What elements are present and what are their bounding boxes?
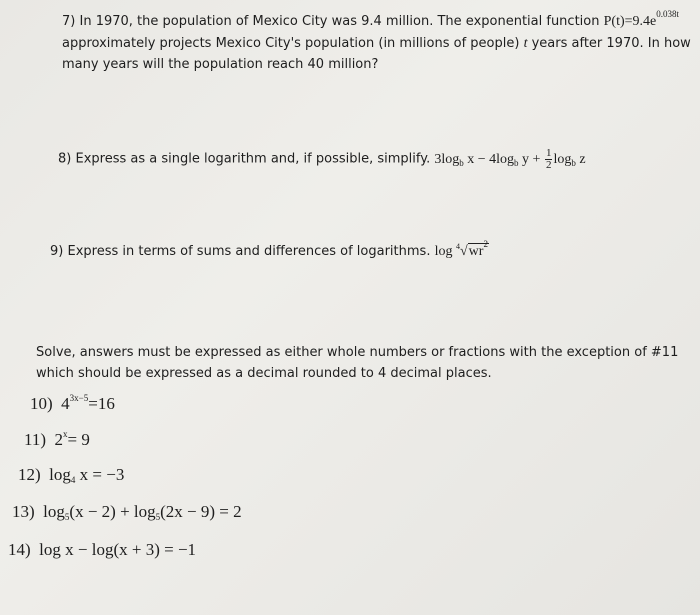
q9-number: 9) [50, 244, 64, 259]
q8-expression: $3\log_b$ $x - 4\log_b$ y + $\frac{1}{2}$ $\log_b z$ [434, 147, 586, 171]
problem-13: 13) log5(x − 2) + log5(2x − 9) = 2 [12, 502, 242, 522]
instructions-line1: Solve, answers must be expressed as either whole numbers or fractions with the exception of #11 [36, 345, 679, 360]
problem-11: 11) $2^x= 9$ [24, 429, 90, 449]
q7-line3: many years will the population reach 40 million? [62, 57, 379, 72]
q9-text: Express in terms of sums and differences of logarithms. [67, 244, 431, 259]
q8-text: Express as a single logarithm and, if possible, simplify. [75, 151, 431, 167]
radical-icon: $^4√wr^2$ [455, 239, 488, 259]
q7-function: $P(t)=9.4e^{0.038t}$ [603, 9, 679, 29]
q8-number: 8) [58, 151, 72, 167]
q7-t-variable: t [523, 36, 528, 51]
q7-number: 7) [62, 14, 76, 29]
q9-line [50, 239, 489, 260]
q8-fraction: $\frac{1}{2}$ [545, 147, 552, 171]
q8-line [58, 148, 586, 171]
q7-line2 [62, 36, 691, 52]
problem-14: 14) log x − log(x + 3) = −1 [8, 540, 197, 559]
q7-line1 [62, 9, 679, 30]
q7-text-2a: approximately projects Mexico City's population (in millions of people) [62, 36, 520, 51]
q9-expression: $\log ^4√wr^2$ [434, 239, 488, 259]
problem-12: 12) log4 x = −3 [18, 465, 125, 485]
q7-text-2b: years after 1970. In how [531, 36, 691, 51]
instructions-line2: which should be expressed as a decimal rounded to 4 decimal places. [36, 366, 492, 381]
problem-10: 10) $4^{3x-5}=16$ [30, 393, 115, 413]
q7-text-1: In 1970, the population of Mexico City was 9.4 million. The exponential function [79, 14, 600, 29]
